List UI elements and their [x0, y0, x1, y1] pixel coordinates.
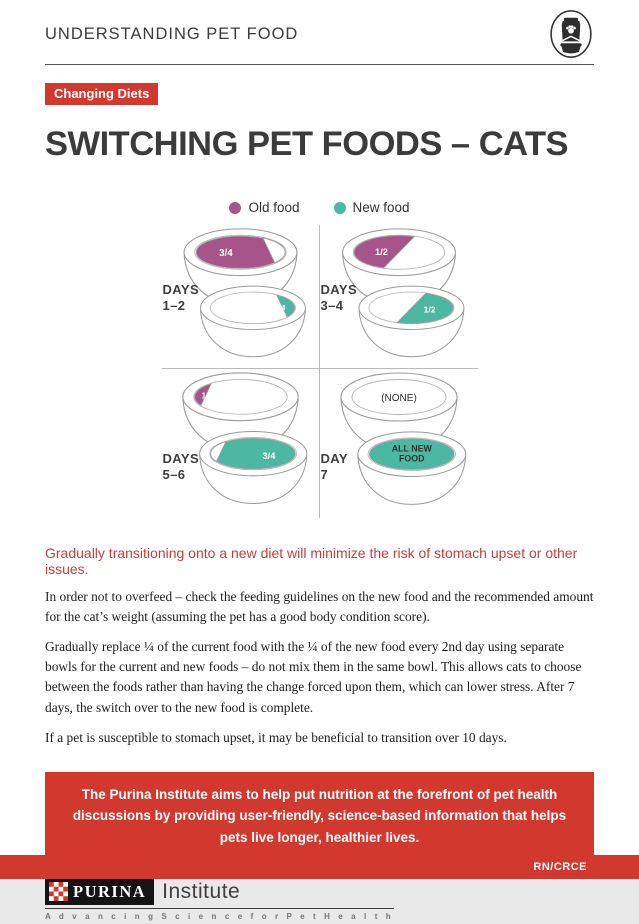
- quadrant-days-3-4: [320, 225, 478, 369]
- day-label-1-2: DAYS 1–2: [162, 282, 200, 313]
- old-food-dot-icon: [229, 202, 241, 214]
- header-title: UNDERSTANDING PET FOOD: [45, 24, 299, 43]
- legend-new-label: New food: [352, 200, 410, 215]
- highlight-sentence: Gradually transitioning onto a new diet will minimize the risk of stomach upset or other issues.: [45, 545, 578, 577]
- purina-institute-logo: [45, 879, 394, 921]
- logo-divider: [45, 908, 394, 909]
- svg-text:1/4: 1/4: [274, 303, 285, 313]
- purina-checkerboard-icon: [49, 882, 68, 901]
- page-title: SWITCHING PET FOODS – CATS: [45, 125, 569, 163]
- body-paragraph-1: In order not to overfeed – check the feeding guidelines on the new food and the recommended amount for the cat’s weight (assuming the pet has a good body condition score).: [45, 589, 594, 625]
- bowls-day-7: [320, 369, 478, 518]
- svg-text:ALL NEW: ALL NEW: [391, 443, 432, 454]
- body-paragraph-3: If a pet is susceptible to stomach upset, it may be beneficial to transition over 10 days.: [45, 729, 507, 745]
- logo-tagline: A d v a n c i n g S c i e n c e f o r P e t H e a l t h: [45, 911, 394, 921]
- bottom-bar: [0, 855, 639, 879]
- svg-text:3/4: 3/4: [218, 248, 233, 260]
- day-label-3-4: DAYS 3–4: [320, 282, 358, 313]
- section-badge: Changing Diets: [45, 83, 158, 105]
- legend-item-old-food: [229, 200, 299, 215]
- svg-text:3/4: 3/4: [262, 451, 275, 462]
- page-header-section: [45, 0, 594, 65]
- quadrant-days-5-6: [162, 369, 320, 518]
- body-paragraph-2: Gradually replace ¼ of the current food with the ¼ of the new food every 2nd day using separate bowls for the current and new foods – do not mix them in the same bowl. This allows cats to choose between the foods rather than having the change forced upon them, which can lower stress. After 7 days, the switch over to the new food is complete.: [45, 639, 582, 715]
- purina-wordmark: [45, 879, 154, 905]
- pet-food-bag-bowl-icon: [548, 9, 594, 59]
- new-food-dot-icon: [334, 202, 346, 214]
- institute-text: Institute: [162, 879, 241, 903]
- page-code: RN/CRCE: [533, 861, 587, 873]
- svg-text:1/2: 1/2: [374, 247, 388, 258]
- day-label-5-6: DAYS 5–6: [162, 450, 200, 482]
- svg-text:1/4: 1/4: [201, 391, 213, 401]
- legend: [45, 200, 594, 215]
- transition-diagram: [162, 225, 478, 518]
- purina-brand-text: PURINA: [73, 881, 147, 901]
- header-divider: [45, 64, 594, 65]
- quadrant-days-1-2: [162, 225, 320, 369]
- legend-old-label: Old food: [248, 200, 300, 215]
- quadrant-day-7: [320, 369, 478, 518]
- bowls-days-5-6: [162, 369, 319, 518]
- purina-institute-info-box: The Purina Institute aims to help put nutrition at the forefront of pet health discussions by providing user-friendly, science-based information that helps pets live longer, healthier lives.: [45, 772, 594, 861]
- svg-text:1/2: 1/2: [423, 304, 436, 315]
- day-label-7: DAY 7: [320, 450, 348, 482]
- svg-text:(NONE): (NONE): [380, 393, 417, 404]
- svg-text:FOOD: FOOD: [398, 453, 425, 464]
- legend-item-new-food: [334, 200, 410, 215]
